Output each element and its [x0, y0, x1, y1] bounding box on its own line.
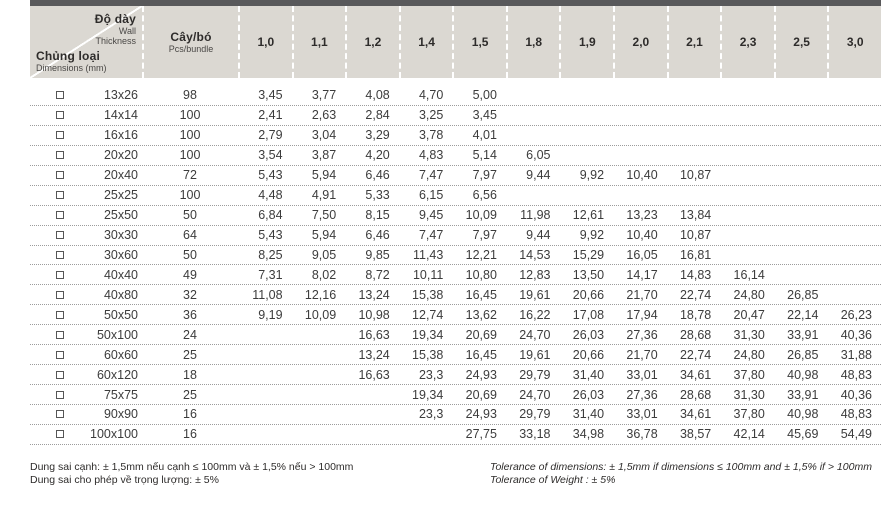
dimension-cell: 16x16	[103, 128, 138, 143]
weight-cell: 27,75	[465, 427, 497, 442]
square-section-icon	[30, 191, 66, 199]
weight-cell: 34,61	[679, 367, 712, 382]
weight-cell: 5,94	[311, 168, 337, 183]
tolerance-vi-line2: Dung sai cho phép về trọng lượng: ± 5%	[30, 474, 219, 487]
square-section-icon	[30, 151, 66, 159]
weight-cell: 4,08	[365, 88, 390, 103]
square-shape	[56, 191, 64, 199]
square-shape	[56, 211, 64, 219]
dimension-cell: 60x60	[103, 347, 138, 362]
header-dimensions	[36, 49, 107, 73]
weight-cell: 4,48	[258, 188, 283, 203]
square-section-icon	[30, 331, 66, 339]
weight-cell: 11,43	[412, 247, 444, 262]
weight-cell: 3,77	[311, 88, 337, 103]
weight-cell: 11,08	[252, 287, 283, 302]
weight-cell: 21,70	[626, 287, 658, 302]
weight-cell: 3,45	[472, 108, 497, 123]
square-shape	[56, 251, 64, 259]
weight-cell: 7,47	[418, 168, 444, 183]
weight-cell: 20,66	[572, 347, 605, 362]
header-diagonal-cell	[30, 6, 142, 78]
weight-cell: 3,25	[418, 108, 444, 123]
weight-cell: 8,15	[365, 208, 390, 223]
weight-cell: 11,98	[520, 208, 551, 223]
square-section-icon	[30, 391, 66, 399]
weight-cell: 2,63	[311, 108, 337, 123]
dimension-cell: 30x30	[103, 228, 138, 243]
weight-cell: 5,33	[365, 188, 390, 203]
table-row	[30, 246, 881, 266]
tolerance-vi-line1: Dung sai cạnh: ± 1,5mm nếu cạnh ≤ 100mm và ± 1,5% nếu > 100mm	[30, 461, 354, 473]
pcs-per-bundle-cell: 32	[183, 287, 197, 302]
weight-cell: 40,98	[787, 407, 819, 422]
square-section-icon	[30, 410, 66, 418]
dimension-cell: 50x50	[103, 307, 138, 322]
square-section-icon	[30, 171, 66, 179]
dimension-cell: 14x14	[103, 108, 138, 123]
weight-cell: 54,49	[840, 427, 872, 442]
weight-cell: 9,05	[311, 247, 337, 262]
weight-cell: 16,45	[465, 347, 497, 362]
weight-cell: 20,66	[572, 287, 605, 302]
tolerance-en-line2: Tolerance of Weight : ± 5%	[490, 474, 616, 487]
header-pcs-vi: Cây/bó	[170, 29, 212, 44]
weight-cell: 6,56	[472, 188, 497, 203]
table-row	[30, 305, 881, 325]
weight-cell: 9,85	[365, 247, 390, 262]
weight-cell: 26,03	[572, 327, 605, 342]
weight-cell: 38,57	[679, 427, 712, 442]
weight-cell: 7,31	[258, 267, 283, 282]
weight-cell: 9,92	[579, 228, 605, 243]
weight-cell: 2,84	[365, 108, 390, 123]
square-section-icon	[30, 291, 66, 299]
weight-cell: 16,45	[465, 287, 497, 302]
weight-cell: 12,74	[412, 307, 444, 322]
weight-cell: 22,74	[679, 347, 712, 362]
square-shape	[56, 231, 64, 239]
weight-cell: 4,83	[418, 148, 444, 163]
weight-cell: 12,83	[519, 267, 551, 282]
weight-cell: 12,16	[304, 287, 337, 302]
weight-cell: 18,78	[679, 307, 712, 322]
square-shape	[56, 271, 64, 279]
table-row	[30, 146, 881, 166]
thickness-column-header: 1,1	[292, 6, 346, 78]
dimension-cell: 60x120	[96, 367, 138, 382]
header-thickness-en: Wall Thickness	[95, 26, 136, 47]
pcs-per-bundle-cell: 100	[179, 148, 201, 163]
square-section-icon	[30, 371, 66, 379]
pcs-per-bundle-cell: 16	[183, 407, 197, 422]
thickness-column-header: 1,2	[345, 6, 399, 78]
weight-cell: 5,14	[472, 148, 497, 163]
weight-cell: 10,09	[304, 307, 337, 322]
weight-cell: 31,40	[572, 407, 605, 422]
weight-cell: 10,80	[465, 267, 497, 282]
square-shape	[56, 311, 64, 319]
weight-cell: 40,36	[840, 387, 872, 402]
weight-cell: 19,61	[519, 287, 551, 302]
weight-cell: 3,78	[418, 128, 444, 143]
weight-cell: 40,98	[787, 367, 819, 382]
square-shape	[56, 331, 64, 339]
square-shape	[56, 351, 64, 359]
table-row	[30, 226, 881, 246]
weight-cell: 22,14	[787, 307, 819, 322]
weight-cell: 15,29	[572, 247, 605, 262]
weight-cell: 37,80	[733, 407, 765, 422]
tolerance-note-vi	[30, 461, 490, 487]
square-shape	[56, 371, 64, 379]
pcs-per-bundle-cell: 16	[183, 427, 197, 442]
weight-cell: 29,79	[519, 407, 551, 422]
weight-cell: 16,63	[358, 367, 390, 382]
header-pcs-per-bundle	[142, 6, 238, 78]
weight-cell: 3,54	[258, 148, 283, 163]
weight-cell: 5,00	[472, 88, 497, 103]
weight-cell: 5,43	[258, 228, 283, 243]
weight-cell: 13,24	[358, 347, 390, 362]
weight-cell: 4,70	[418, 88, 444, 103]
weight-cell: 15,38	[412, 347, 444, 362]
pcs-per-bundle-cell: 50	[183, 247, 197, 262]
dimension-cell: 25x25	[103, 188, 138, 203]
weight-cell: 9,45	[418, 208, 444, 223]
weight-cell: 19,34	[412, 327, 444, 342]
table-row	[30, 425, 881, 445]
tolerance-en-line1: Tolerance of dimensions: ± 1,5mm if dimensions ≤ 100mm and ± 1,5% if > 100mm	[490, 461, 872, 473]
dimension-cell: 50x100	[96, 327, 138, 342]
weight-cell: 10,40	[626, 168, 658, 183]
weight-cell: 9,19	[258, 307, 283, 322]
weight-cell: 24,70	[519, 387, 551, 402]
thickness-column-header: 1,0	[238, 6, 292, 78]
square-shape	[56, 291, 64, 299]
weight-cell: 42,14	[733, 427, 765, 442]
dimension-cell: 100x100	[90, 427, 138, 442]
pcs-per-bundle-cell: 49	[183, 267, 197, 282]
weight-cell: 12,21	[465, 247, 497, 262]
weight-cell: 4,20	[365, 148, 390, 163]
weight-cell: 16,63	[358, 327, 390, 342]
weight-cell: 33,18	[519, 427, 551, 442]
weight-cell: 6,46	[365, 228, 390, 243]
weight-cell: 8,02	[311, 267, 337, 282]
weight-cell: 33,01	[626, 407, 658, 422]
square-shape	[56, 111, 64, 119]
weight-cell: 13,62	[465, 307, 497, 322]
weight-cell: 14,17	[626, 267, 658, 282]
weight-cell: 33,91	[787, 327, 819, 342]
square-section-icon	[30, 131, 66, 139]
square-section-icon	[30, 271, 66, 279]
dimension-cell: 40x80	[103, 287, 138, 302]
weight-cell: 26,85	[787, 287, 819, 302]
weight-cell: 5,94	[311, 228, 337, 243]
weight-cell: 29,79	[519, 367, 551, 382]
pcs-per-bundle-cell: 100	[179, 108, 201, 123]
pcs-per-bundle-cell: 64	[183, 228, 197, 243]
square-shape	[56, 391, 64, 399]
weight-cell: 17,94	[626, 307, 658, 322]
weight-cell: 9,44	[526, 228, 551, 243]
dimension-cell: 30x60	[103, 247, 138, 262]
header-type-en: Dimensions (mm)	[36, 62, 107, 73]
dimension-cell: 75x75	[103, 387, 138, 402]
weight-cell: 31,88	[840, 347, 872, 362]
weight-cell: 2,41	[258, 108, 283, 123]
header-thickness-vi: Độ dày	[94, 12, 136, 26]
square-section-icon	[30, 91, 66, 99]
weight-cell: 26,23	[840, 307, 872, 322]
weight-cell: 21,70	[626, 347, 658, 362]
table-row	[30, 365, 881, 385]
weight-cell: 24,80	[733, 347, 765, 362]
weight-cell: 27,36	[626, 327, 658, 342]
weight-cell: 16,81	[679, 247, 712, 262]
weight-cell: 16,22	[519, 307, 551, 322]
pcs-per-bundle-cell: 24	[183, 327, 197, 342]
pcs-per-bundle-cell: 18	[183, 367, 197, 382]
weight-cell: 48,83	[840, 367, 872, 382]
tolerance-note-en	[490, 461, 872, 487]
weight-cell: 26,03	[572, 387, 605, 402]
thickness-column-header: 1,5	[452, 6, 506, 78]
weight-cell: 24,80	[733, 287, 765, 302]
thickness-column-header: 2,3	[720, 6, 774, 78]
weight-cell: 31,30	[733, 327, 765, 342]
square-section-icon	[30, 251, 66, 259]
weight-cell: 27,36	[626, 387, 658, 402]
square-section-icon	[30, 351, 66, 359]
thickness-column-header: 2,0	[613, 6, 667, 78]
pcs-per-bundle-cell: 36	[183, 307, 197, 322]
weight-cell: 9,44	[526, 168, 551, 183]
weight-cell: 7,50	[311, 208, 337, 223]
weight-cell: 2,79	[258, 128, 283, 143]
weight-cell: 14,53	[519, 247, 551, 262]
weight-cell: 19,34	[412, 387, 444, 402]
weight-cell: 33,01	[626, 367, 658, 382]
thickness-column-header: 1,8	[506, 6, 560, 78]
weight-cell: 13,24	[358, 287, 390, 302]
thickness-column-header: 1,4	[399, 6, 453, 78]
weight-cell: 17,08	[572, 307, 605, 322]
table-row	[30, 106, 881, 126]
weight-cell: 13,23	[626, 208, 658, 223]
table-row	[30, 166, 881, 186]
square-shape	[56, 430, 64, 438]
weight-cell: 6,15	[418, 188, 444, 203]
weight-cell: 36,78	[626, 427, 658, 442]
pcs-per-bundle-cell: 100	[179, 128, 201, 143]
dimension-cell: 13x26	[103, 88, 138, 103]
weight-cell: 7,97	[472, 228, 497, 243]
table-row	[30, 186, 881, 206]
weight-cell: 10,87	[679, 228, 712, 243]
header-wall-thickness	[84, 12, 136, 47]
weight-cell: 9,92	[579, 168, 605, 183]
table-body	[30, 86, 881, 445]
square-shape	[56, 91, 64, 99]
weight-cell: 34,61	[679, 407, 712, 422]
square-section-icon	[30, 430, 66, 438]
weight-cell: 31,40	[572, 367, 605, 382]
weight-cell: 15,38	[412, 287, 444, 302]
table-row	[30, 265, 881, 285]
weight-cell: 5,43	[258, 168, 283, 183]
dimension-cell: 40x40	[103, 267, 138, 282]
table-header	[30, 6, 881, 78]
dimension-cell: 20x40	[103, 168, 138, 183]
tolerance-notes	[30, 461, 881, 487]
weight-cell: 7,47	[418, 228, 444, 243]
table-row	[30, 405, 881, 425]
weight-cell: 20,69	[465, 387, 497, 402]
weight-cell: 28,68	[679, 387, 712, 402]
thickness-column-header: 1,9	[559, 6, 613, 78]
weight-cell: 6,05	[526, 148, 551, 163]
dimension-cell: 20x20	[103, 148, 138, 163]
table-row	[30, 285, 881, 305]
weight-cell: 33,91	[787, 387, 819, 402]
weight-cell: 10,98	[358, 307, 390, 322]
weight-cell: 7,97	[472, 168, 497, 183]
weight-cell: 23,3	[418, 367, 444, 382]
square-shape	[56, 410, 64, 418]
weight-cell: 6,46	[365, 168, 390, 183]
weight-cell: 8,72	[365, 267, 390, 282]
weight-cell: 6,84	[258, 208, 283, 223]
weight-cell: 40,36	[840, 327, 872, 342]
header-pcs-en: Pcs/bundle	[168, 43, 214, 54]
weight-cell: 4,01	[472, 128, 497, 143]
weight-cell: 3,04	[311, 128, 337, 143]
weight-cell: 12,61	[572, 208, 605, 223]
dimension-cell: 25x50	[103, 208, 138, 223]
weight-cell: 10,11	[412, 267, 444, 282]
header-type-vi: Chủng loại	[36, 48, 100, 63]
weight-cell: 19,61	[519, 347, 551, 362]
table-row	[30, 206, 881, 226]
weight-cell: 23,3	[418, 407, 444, 422]
thickness-column-header: 2,1	[667, 6, 721, 78]
square-section-icon	[30, 231, 66, 239]
pcs-per-bundle-cell: 72	[183, 168, 197, 183]
weight-cell: 48,83	[840, 407, 872, 422]
weight-cell: 26,85	[787, 347, 819, 362]
weight-cell: 22,74	[679, 287, 712, 302]
pcs-per-bundle-cell: 100	[179, 188, 201, 203]
weight-cell: 20,47	[733, 307, 765, 322]
table-row	[30, 126, 881, 146]
weight-table	[30, 0, 881, 445]
square-section-icon	[30, 211, 66, 219]
square-section-icon	[30, 111, 66, 119]
square-shape	[56, 151, 64, 159]
weight-cell: 34,98	[572, 427, 605, 442]
weight-cell: 10,40	[626, 228, 658, 243]
weight-cell: 13,50	[572, 267, 605, 282]
thickness-column-header: 2,5	[774, 6, 828, 78]
weight-cell: 3,29	[365, 128, 390, 143]
weight-cell: 4,91	[311, 188, 337, 203]
weight-cell: 10,09	[465, 208, 497, 223]
thickness-column-header: 3,0	[827, 6, 881, 78]
table-row	[30, 385, 881, 405]
weight-cell: 16,14	[733, 267, 765, 282]
table-row	[30, 345, 881, 365]
weight-cell: 24,70	[519, 327, 551, 342]
pcs-per-bundle-cell: 98	[183, 88, 197, 103]
square-shape	[56, 131, 64, 139]
weight-cell: 3,87	[311, 148, 337, 163]
dimension-cell: 90x90	[103, 407, 138, 422]
weight-cell: 28,68	[679, 327, 712, 342]
weight-cell: 31,30	[733, 387, 765, 402]
weight-cell: 16,05	[626, 247, 658, 262]
weight-cell: 24,93	[465, 407, 497, 422]
weight-cell: 3,45	[258, 88, 283, 103]
weight-cell: 20,69	[465, 327, 497, 342]
square-section-icon	[30, 311, 66, 319]
weight-cell: 24,93	[465, 367, 497, 382]
weight-cell: 13,84	[679, 208, 712, 223]
pcs-per-bundle-cell: 25	[183, 387, 197, 402]
weight-cell: 14,83	[679, 267, 712, 282]
weight-cell: 37,80	[733, 367, 765, 382]
weight-cell: 10,87	[679, 168, 712, 183]
pcs-per-bundle-cell: 25	[183, 347, 197, 362]
pcs-per-bundle-cell: 50	[183, 208, 197, 223]
table-row	[30, 86, 881, 106]
weight-cell: 45,69	[787, 427, 819, 442]
table-row	[30, 325, 881, 345]
weight-cell: 8,25	[258, 247, 283, 262]
square-shape	[56, 171, 64, 179]
